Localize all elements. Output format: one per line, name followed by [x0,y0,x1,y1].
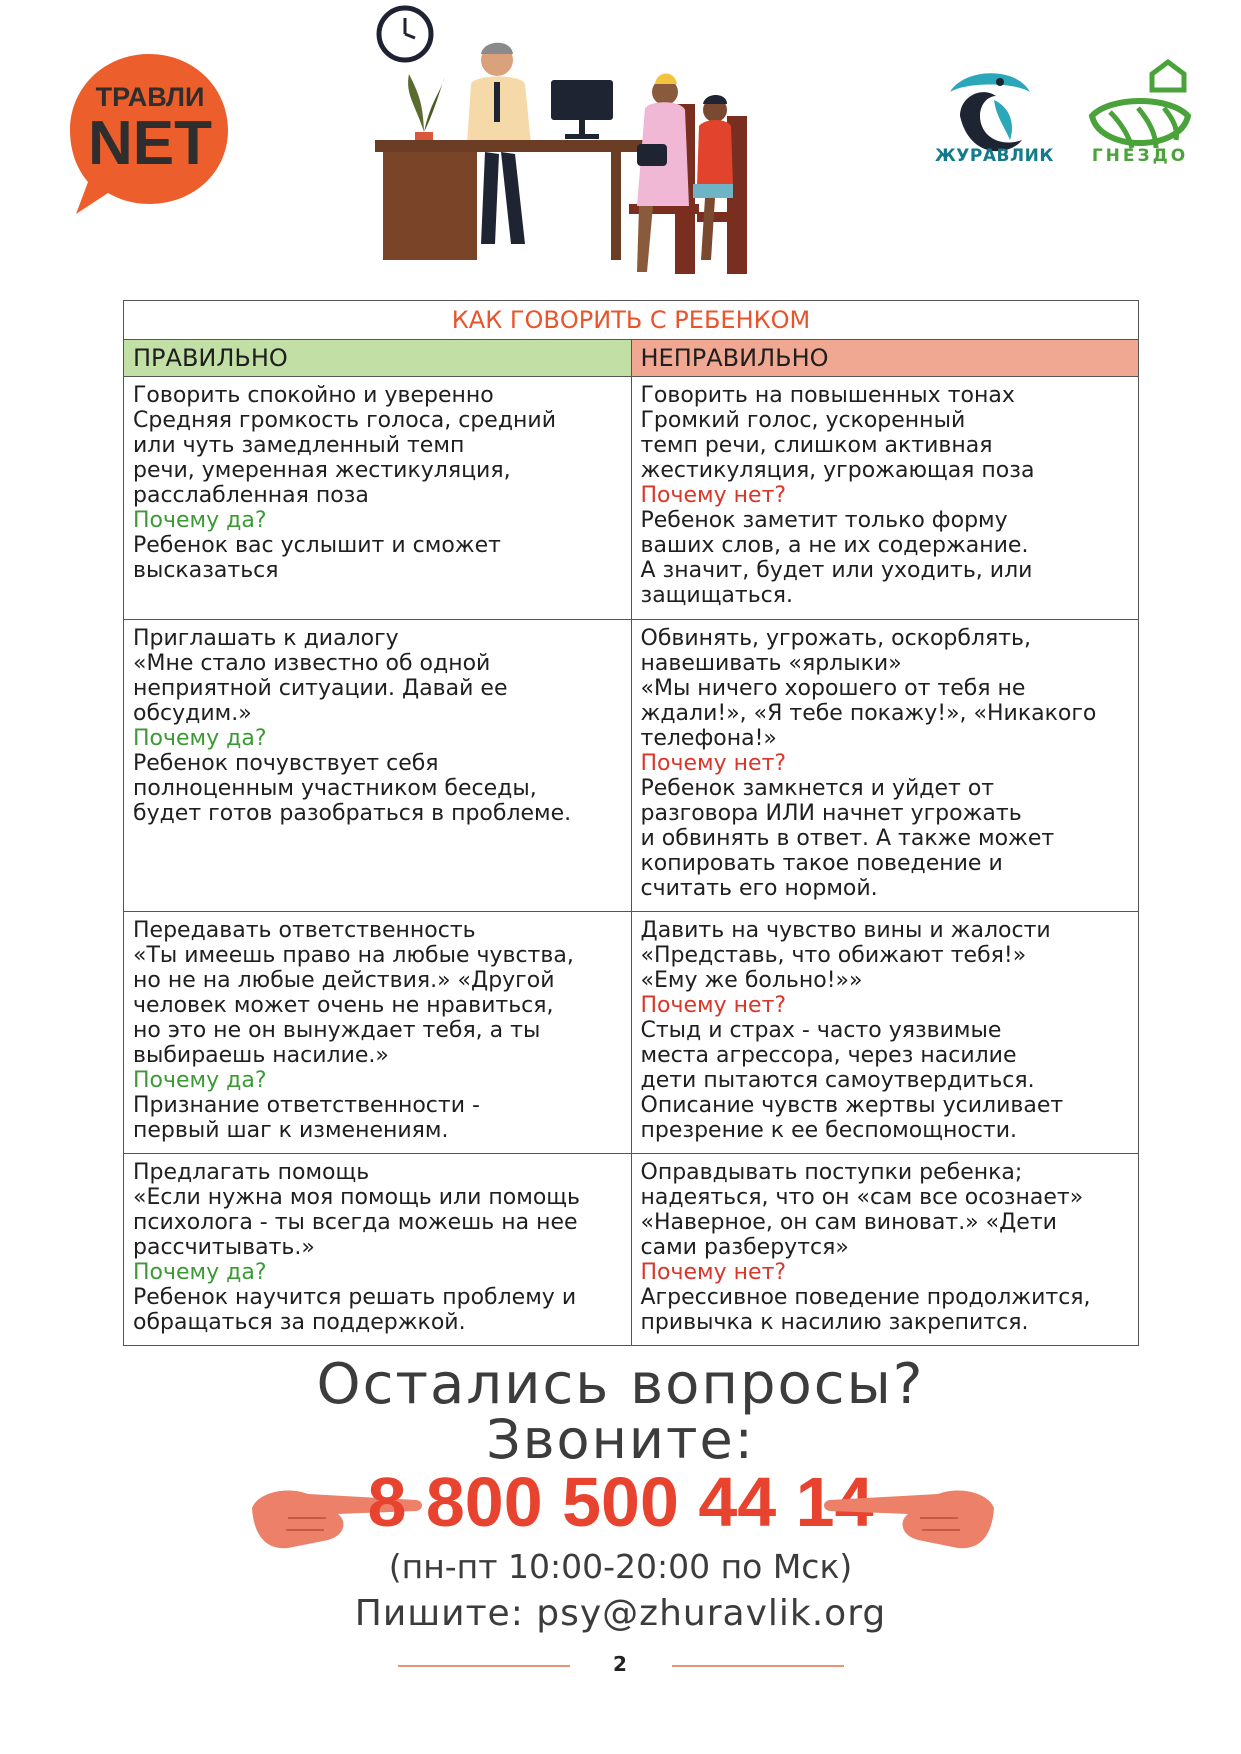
good-column-header: ПРАВИЛЬНО [124,340,632,377]
footer-divider-right [672,1665,844,1667]
good-line: расслабленная поза [133,483,369,508]
table-row [124,1154,1139,1346]
why-yes-label: Почему да? [133,726,267,751]
travli-logo-line2: NET [88,109,212,178]
good-line: обсудим.» [133,701,252,726]
good-reason-line: обращаться за поддержкой. [133,1310,466,1335]
bad-line: Оправдывать поступки ребенка; [640,1160,1023,1185]
bad-column-header: НЕПРАВИЛЬНО [631,340,1139,377]
bad-reason-line: Описание чувств жертвы усиливает [640,1093,1064,1118]
good-line: речи, умеренная жестикуляция, [133,458,511,483]
good-line: «Если нужна моя помощь или помощь [133,1185,580,1210]
zhuravlik-caption: ЖУРАВЛИК [935,146,1054,166]
bad-line: Обвинять, угрожать, оскорблять, [640,626,1032,651]
good-line: человек может очень не нравиться, [133,993,554,1018]
good-reason-line: первый шаг к изменениям. [133,1118,449,1143]
bad-cell [631,912,1139,1154]
bad-reason-line: и обвинять в ответ. А также может [640,826,1055,851]
good-line: «Мне стало известно об одной [133,651,491,676]
good-reason-line: высказаться [133,558,279,583]
good-line: рассчитывать.» [133,1235,315,1260]
good-line: или чуть замедленный темп [133,433,465,458]
bad-reason-line: ваших слов, а не их содержание. [640,533,1029,558]
travli-logo-line1: ТРАВЛИ [95,82,205,112]
bad-reason-line: Стыд и страх - часто уязвимые [640,1018,1002,1043]
table-row [124,912,1139,1154]
bad-reason-line: защищаться. [640,583,794,608]
good-reason-line: полноценным участником беседы, [133,776,537,801]
travli-net-logo [64,48,234,218]
bad-reason-line: Ребенок заметит только форму [640,508,1008,533]
bad-line: Громкий голос, ускоренный [640,408,966,433]
bad-cell [631,1154,1139,1346]
good-line: неприятной ситуации. Давай ее [133,676,508,701]
good-reason-line: Ребенок почувствует себя [133,751,439,776]
good-line: Приглашать к диалогу [133,626,399,651]
bad-line: «Наверное, он сам виноват.» «Дети [640,1210,1057,1235]
call-heading: Звоните: [486,1408,755,1471]
bad-line: «Ему же больно!»» [640,968,863,993]
bad-reason-line: дети пытаются самоутвердиться. [640,1068,1035,1093]
good-line: но не на любые действия.» «Другой [133,968,555,993]
good-line: Средняя громкость голоса, средний [133,408,557,433]
bad-line: сами разберутся» [640,1235,849,1260]
bad-line: «Мы ничего хорошего от тебя не [640,676,1026,701]
bad-line: телефона!» [640,726,777,751]
good-line: Передавать ответственность [133,918,476,943]
good-reason-line: Ребенок научится решать проблему и [133,1285,577,1310]
bad-line: ждали!», «Я тебе покажу!», «Никакого [640,701,1097,726]
why-yes-label: Почему да? [133,1260,267,1285]
bad-cell [631,377,1139,620]
table-title: КАК ГОВОРИТЬ С РЕБЕНКОМ [124,301,1139,340]
why-yes-label: Почему да? [133,508,267,533]
office-meeting-illustration [375,4,835,286]
bad-reason-line: презрение к ее беспомощности. [640,1118,1018,1143]
table-row [124,377,1139,620]
why-no-label: Почему нет? [640,993,787,1018]
table-row [124,620,1139,912]
bad-line: темп речи, слишком активная [640,433,993,458]
bad-reason-line: Ребенок замкнется и уйдет от [640,776,995,801]
questions-heading: Остались вопросы? [316,1352,925,1417]
bad-line: «Представь, что обижают тебя!» [640,943,1027,968]
good-line: Предлагать помощь [133,1160,370,1185]
why-no-label: Почему нет? [640,483,787,508]
bad-reason-line: копировать такое поведение и [640,851,1003,876]
bad-line: надеяться, что он «сам все осознает» [640,1185,1084,1210]
good-reason-line: Ребенок вас услышит и сможет [133,533,501,558]
good-line: «Ты имеешь право на любые чувства, [133,943,574,968]
good-cell [124,620,632,912]
good-reason-line: Признание ответственности - [133,1093,480,1118]
bad-cell [631,620,1139,912]
pointing-hand-left-icon [818,1478,998,1554]
advice-table [123,300,1139,1346]
bad-reason-line: разговора ИЛИ начнет угрожать [640,801,1022,826]
good-cell [124,377,632,620]
good-line: выбираешь насилие.» [133,1043,389,1068]
bad-line: Говорить на повышенных тонах [640,383,1015,408]
bad-line: жестикуляция, угрожающая поза [640,458,1035,483]
bad-reason-line: привычка к насилию закрепится. [640,1310,1029,1335]
bad-reason-line: места агрессора, через насилие [640,1043,1017,1068]
good-line: но это не он вынуждает тебя, а ты [133,1018,541,1043]
good-line: Говорить спокойно и уверенно [133,383,494,408]
good-cell [124,1154,632,1346]
page-number: 2 [613,1652,627,1676]
why-yes-label: Почему да? [133,1068,267,1093]
good-cell [124,912,632,1154]
good-reason-line: будет готов разобраться в проблеме. [133,801,572,826]
bad-reason-line: считать его нормой. [640,876,878,901]
bad-line: навешивать «ярлыки» [640,651,902,676]
contact-email[interactable]: Пишите: psy@zhuravlik.org [354,1593,887,1634]
good-line: психолога - ты всегда можешь на нее [133,1210,578,1235]
bad-reason-line: Агрессивное поведение продолжится, [640,1285,1091,1310]
bad-reason-line: А значит, будет или уходить, или [640,558,1033,583]
why-no-label: Почему нет? [640,1260,787,1285]
hotline-phone[interactable]: 8 800 500 44 14 [367,1463,874,1541]
working-hours: (пн-пт 10:00-20:00 по Мск) [388,1547,853,1586]
bad-line: Давить на чувство вины и жалости [640,918,1051,943]
footer-divider-left [398,1665,570,1667]
gnezdo-caption: ГНЕЗДО [1091,146,1189,166]
why-no-label: Почему нет? [640,751,787,776]
